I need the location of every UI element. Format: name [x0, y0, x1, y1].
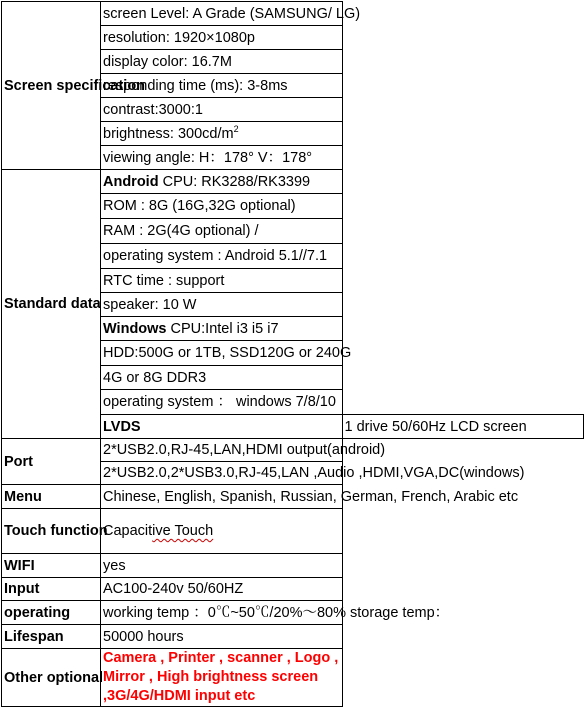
- android-cpu-cell: [101, 170, 343, 194]
- table-row: [2, 170, 584, 194]
- speaker-cell: speaker: 10 W: [101, 293, 343, 317]
- table-row: [2, 625, 584, 649]
- touch-cell: [101, 509, 343, 554]
- windows-bold: Windows: [103, 320, 167, 337]
- os-android-cell: operating system : Android 5.1//7.1: [101, 244, 343, 269]
- android-cpu-text: CPU: RK3288/RK3399: [158, 173, 311, 190]
- other-optional-cell: Camera , Printer , scanner , Logo , Mirror , High brightness screen ,3G/4G/HDMI input etc: [101, 649, 343, 707]
- touch-text-marked: ive Touch: [152, 523, 214, 539]
- table-row: [2, 485, 584, 509]
- table-row: [2, 439, 584, 462]
- operating-cell: working temp ：0℃~50℃/20%～80% storage temp：: [101, 601, 343, 625]
- responding-time-cell: responding time (ms): 3-8ms: [101, 74, 343, 98]
- lifespan-label: Lifespan: [2, 625, 101, 649]
- port-android-cell: 2*USB2.0,RJ-45,LAN,HDMI output(android): [101, 439, 343, 462]
- lvds-label: LVDS: [101, 415, 343, 439]
- table-row: [2, 2, 584, 26]
- touch-text: Capacit: [103, 523, 153, 539]
- table-row: [2, 601, 584, 625]
- screen-spec-label: Screen specification: [2, 2, 101, 170]
- menu-cell: Chinese, English, Spanish, Russian, German, French, Arabic etc: [101, 485, 343, 509]
- wifi-cell: yes: [101, 554, 343, 578]
- touch-label: Touch function: [2, 509, 101, 554]
- lifespan-cell: 50000 hours: [101, 625, 343, 649]
- table-row: [2, 509, 584, 554]
- ram-cell: RAM : 2G(4G optional) /: [101, 219, 343, 244]
- port-label: Port: [2, 439, 101, 485]
- other-optional-label: Other optional: [2, 649, 101, 707]
- standard-data-label: Standard data: [2, 170, 101, 439]
- brightness-sup: 2: [233, 123, 239, 134]
- table-row: [2, 578, 584, 601]
- table-row: [2, 649, 584, 707]
- hdd-cell: HDD:500G or 1TB, SSD120G or 240G: [101, 341, 343, 366]
- spec-table: [1, 1, 584, 707]
- wifi-label: WIFI: [2, 554, 101, 578]
- os-windows-cell: operating system ： windows 7/8/10: [101, 390, 343, 415]
- windows-cpu-text: CPU:Intel i3 i5 i7: [166, 320, 279, 337]
- port-windows-cell: 2*USB2.0,2*USB3.0,RJ-45,LAN ,Audio ,HDMI,VGA,DC(windows): [101, 462, 343, 485]
- table-row: [2, 554, 584, 578]
- android-bold: Android: [103, 173, 159, 190]
- ddr-cell: 4G or 8G DDR3: [101, 366, 343, 390]
- brightness-cell: [101, 122, 343, 146]
- input-cell: AC100-240v 50/60HZ: [101, 578, 343, 601]
- display-color-cell: display color: 16.7M: [101, 50, 343, 74]
- rtc-cell: RTC time : support: [101, 269, 343, 293]
- contrast-cell: contrast:3000:1: [101, 98, 343, 122]
- operating-label: operating: [2, 601, 101, 625]
- input-label: Input: [2, 578, 101, 601]
- lvds-cell: 1 drive 50/60Hz LCD screen: [342, 415, 584, 439]
- rom-cell: ROM : 8G (16G,32G optional): [101, 194, 343, 219]
- screen-level-cell: screen Level: A Grade (SAMSUNG/ LG): [101, 2, 343, 26]
- brightness-text: brightness: 300cd/m: [103, 125, 234, 142]
- viewing-angle-cell: viewing angle: H：178° V：178°: [101, 146, 343, 170]
- menu-label: Menu: [2, 485, 101, 509]
- windows-cpu-cell: [101, 317, 343, 341]
- resolution-cell: resolution: 1920×1080p: [101, 26, 343, 50]
